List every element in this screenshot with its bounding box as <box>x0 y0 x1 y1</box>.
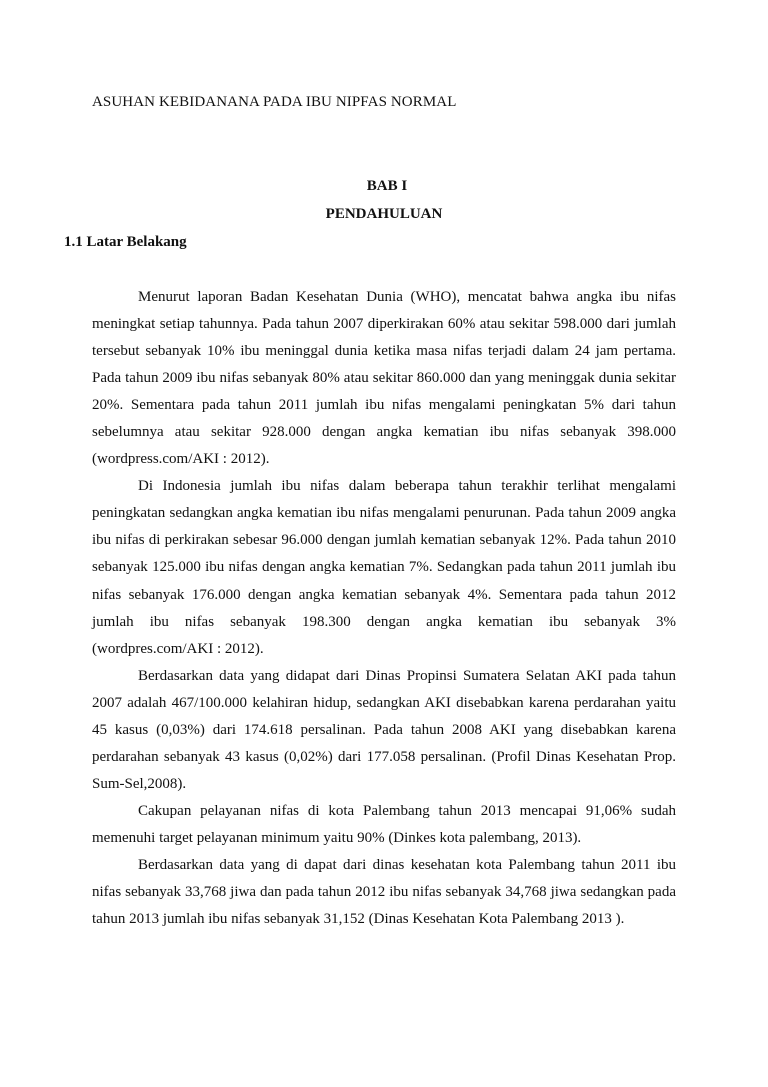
paragraph-palembang: Berdasarkan data yang di dapat dari dinas kesehatan kota Palembang tahun 2011 ibu nifas sebanyak 33,768 jiwa dan pada tahun 2012 ibu nifas sebanyak 34,768 jiwa sedangkan pada tahun 2013 jumlah ibu nifas sebanyak 31,152 (Dinas Kesehatan Kota Palembang 2013 ). <box>92 856 676 928</box>
section-heading: 1.1 Latar Belakang <box>64 234 187 250</box>
body-text <box>92 284 676 933</box>
paragraph-sumsel: Berdasarkan data yang didapat dari Dinas Propinsi Sumatera Selatan AKI pada tahun 2007 adalah 467/100.000 kelahiran hidup, sedangkan AKI disebabkan karena perdarahan yaitu 45 kasus (0,03%) dari 174.618 persalinan. Pada tahun 2008 AKI yang disebabkan karena perdarahan sebanyak 43 kasus (0,02%) dari 177.058 persalinan. (Profil Dinas Kesehatan Prop. Sum-Sel,2008). <box>92 667 676 792</box>
paragraph-who: Menurut laporan Badan Kesehatan Dunia (WHO), mencatat bahwa angka ibu nifas meningkat setiap tahunnya. Pada tahun 2007 diperkirakan 60% atau sekitar 598.000 dari jumlah tersebut sebanyak 10% ibu meninggal dunia ketika masa nifas terjadi dalam 24 jam pertama. Pada tahun 2009 ibu nifas sebanyak 80% atau sekitar 860.000 dan yang meninggak dunia sekitar 20%. Sementara pada tahun 2011 jumlah ibu nifas mengalami peningkatan 5% dari tahun sebelumnya atau sekitar 928.000 dengan angka kematian ibu nifas sebanyak 398.000 (wordpress.com/AKI : 2012). <box>92 289 676 468</box>
document-title: ASUHAN KEBIDANANA PADA IBU NIPFAS NORMAL <box>92 94 457 110</box>
paragraph-indonesia: Di Indonesia jumlah ibu nifas dalam beberapa tahun terakhir terlihat mengalami peningkatan sedangkan angka kematian ibu nifas mengalami penurunan. Pada tahun 2009 angka ibu nifas di perkirakan sebesar 96.000 dengan jumlah kematian sebanyak 12%. Pada tahun 2010 sebanyak 125.000 ibu nifas dengan angka kematian 7%. Sedangkan pada tahun 2011 jumlah ibu nifas sebanyak 176.000 dengan angka kematian sebanyak 4%. Sementara pada tahun 2012 jumlah ibu nifas sebanyak 198.300 dengan angka kematian ibu sebanyak 3% (wordpres.com/AKI : 2012). <box>92 478 676 657</box>
paragraph-cakupan: Cakupan pelayanan nifas di kota Palembang tahun 2013 mencapai 91,06% sudah memenuhi target pelayanan minimum yaitu 90% (Dinkes kota palembang, 2013). <box>92 802 676 846</box>
chapter-title: PENDAHULUAN <box>325 206 443 222</box>
chapter-number: BAB I <box>366 178 408 194</box>
